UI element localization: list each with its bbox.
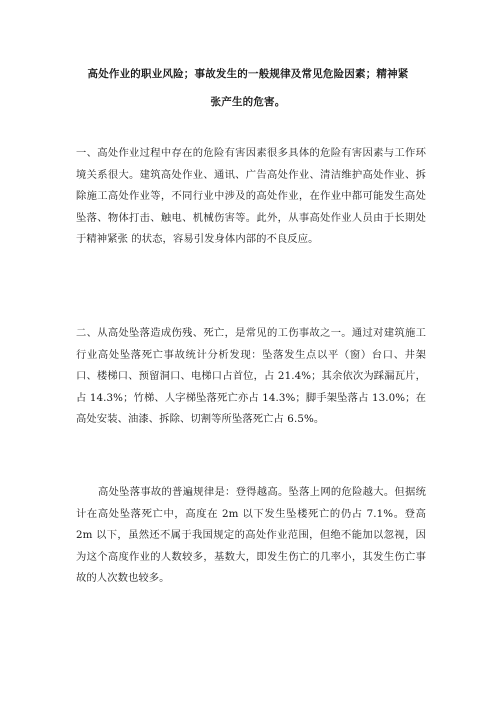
document-title-line-2: 张产生的危害。: [210, 96, 286, 108]
paragraph-fall-pattern: 高处坠落事故的普遍规律是：登得越高。坠落上网的危险越大。但据统计在高处坠落死亡中，高度在 2m 以下发生坠楼死亡的仍占 7.1%。登高 2m 以下，虽然还不属于我国规定的高处作业范围，但绝不能加以忽视，因为这个高度作业的人数较多，基数大，即发生伤亡的几率小，其发生伤亡事故的人次数也较多。: [76, 486, 426, 584]
document-title-line-1: 高处作业的职业风险；事故发生的一般规律及常见危险因素；精神紧: [87, 68, 409, 80]
paragraph-fall-statistics: 二、从高处坠落造成伤残、死亡，是常见的工伤事故之一。通过对建筑施工行业高处坠落死亡事故统计分析发现：坠落发生点以平（窗）台口、井架口、楼梯口、预留洞口、电梯口占首位，占 21.4%；其余依次为踩漏瓦片，占 14.3%；竹梯、人字梯坠落死亡亦占 14.3%；脚手架坠落占 13.0%；在高处安装、油漆、拆除、切割等所坠落死亡占 6.5%。: [76, 327, 426, 425]
paragraph-hazards: 一、高处作业过程中存在的危险有害因素很多具体的危险有害因素与工作环境关系很大。建筑高处作业、通讯、广告高处作业、清洁维护高处作业、拆除施工高处作业等，不同行业中涉及的高处作业，在作业中都可能发生高处坠落、物体打击、触电、机械伤害等。此外，从事高处作业人员由于长期处于精神紧张 的状态，容易引发身体内部的不良反应。: [76, 147, 426, 245]
